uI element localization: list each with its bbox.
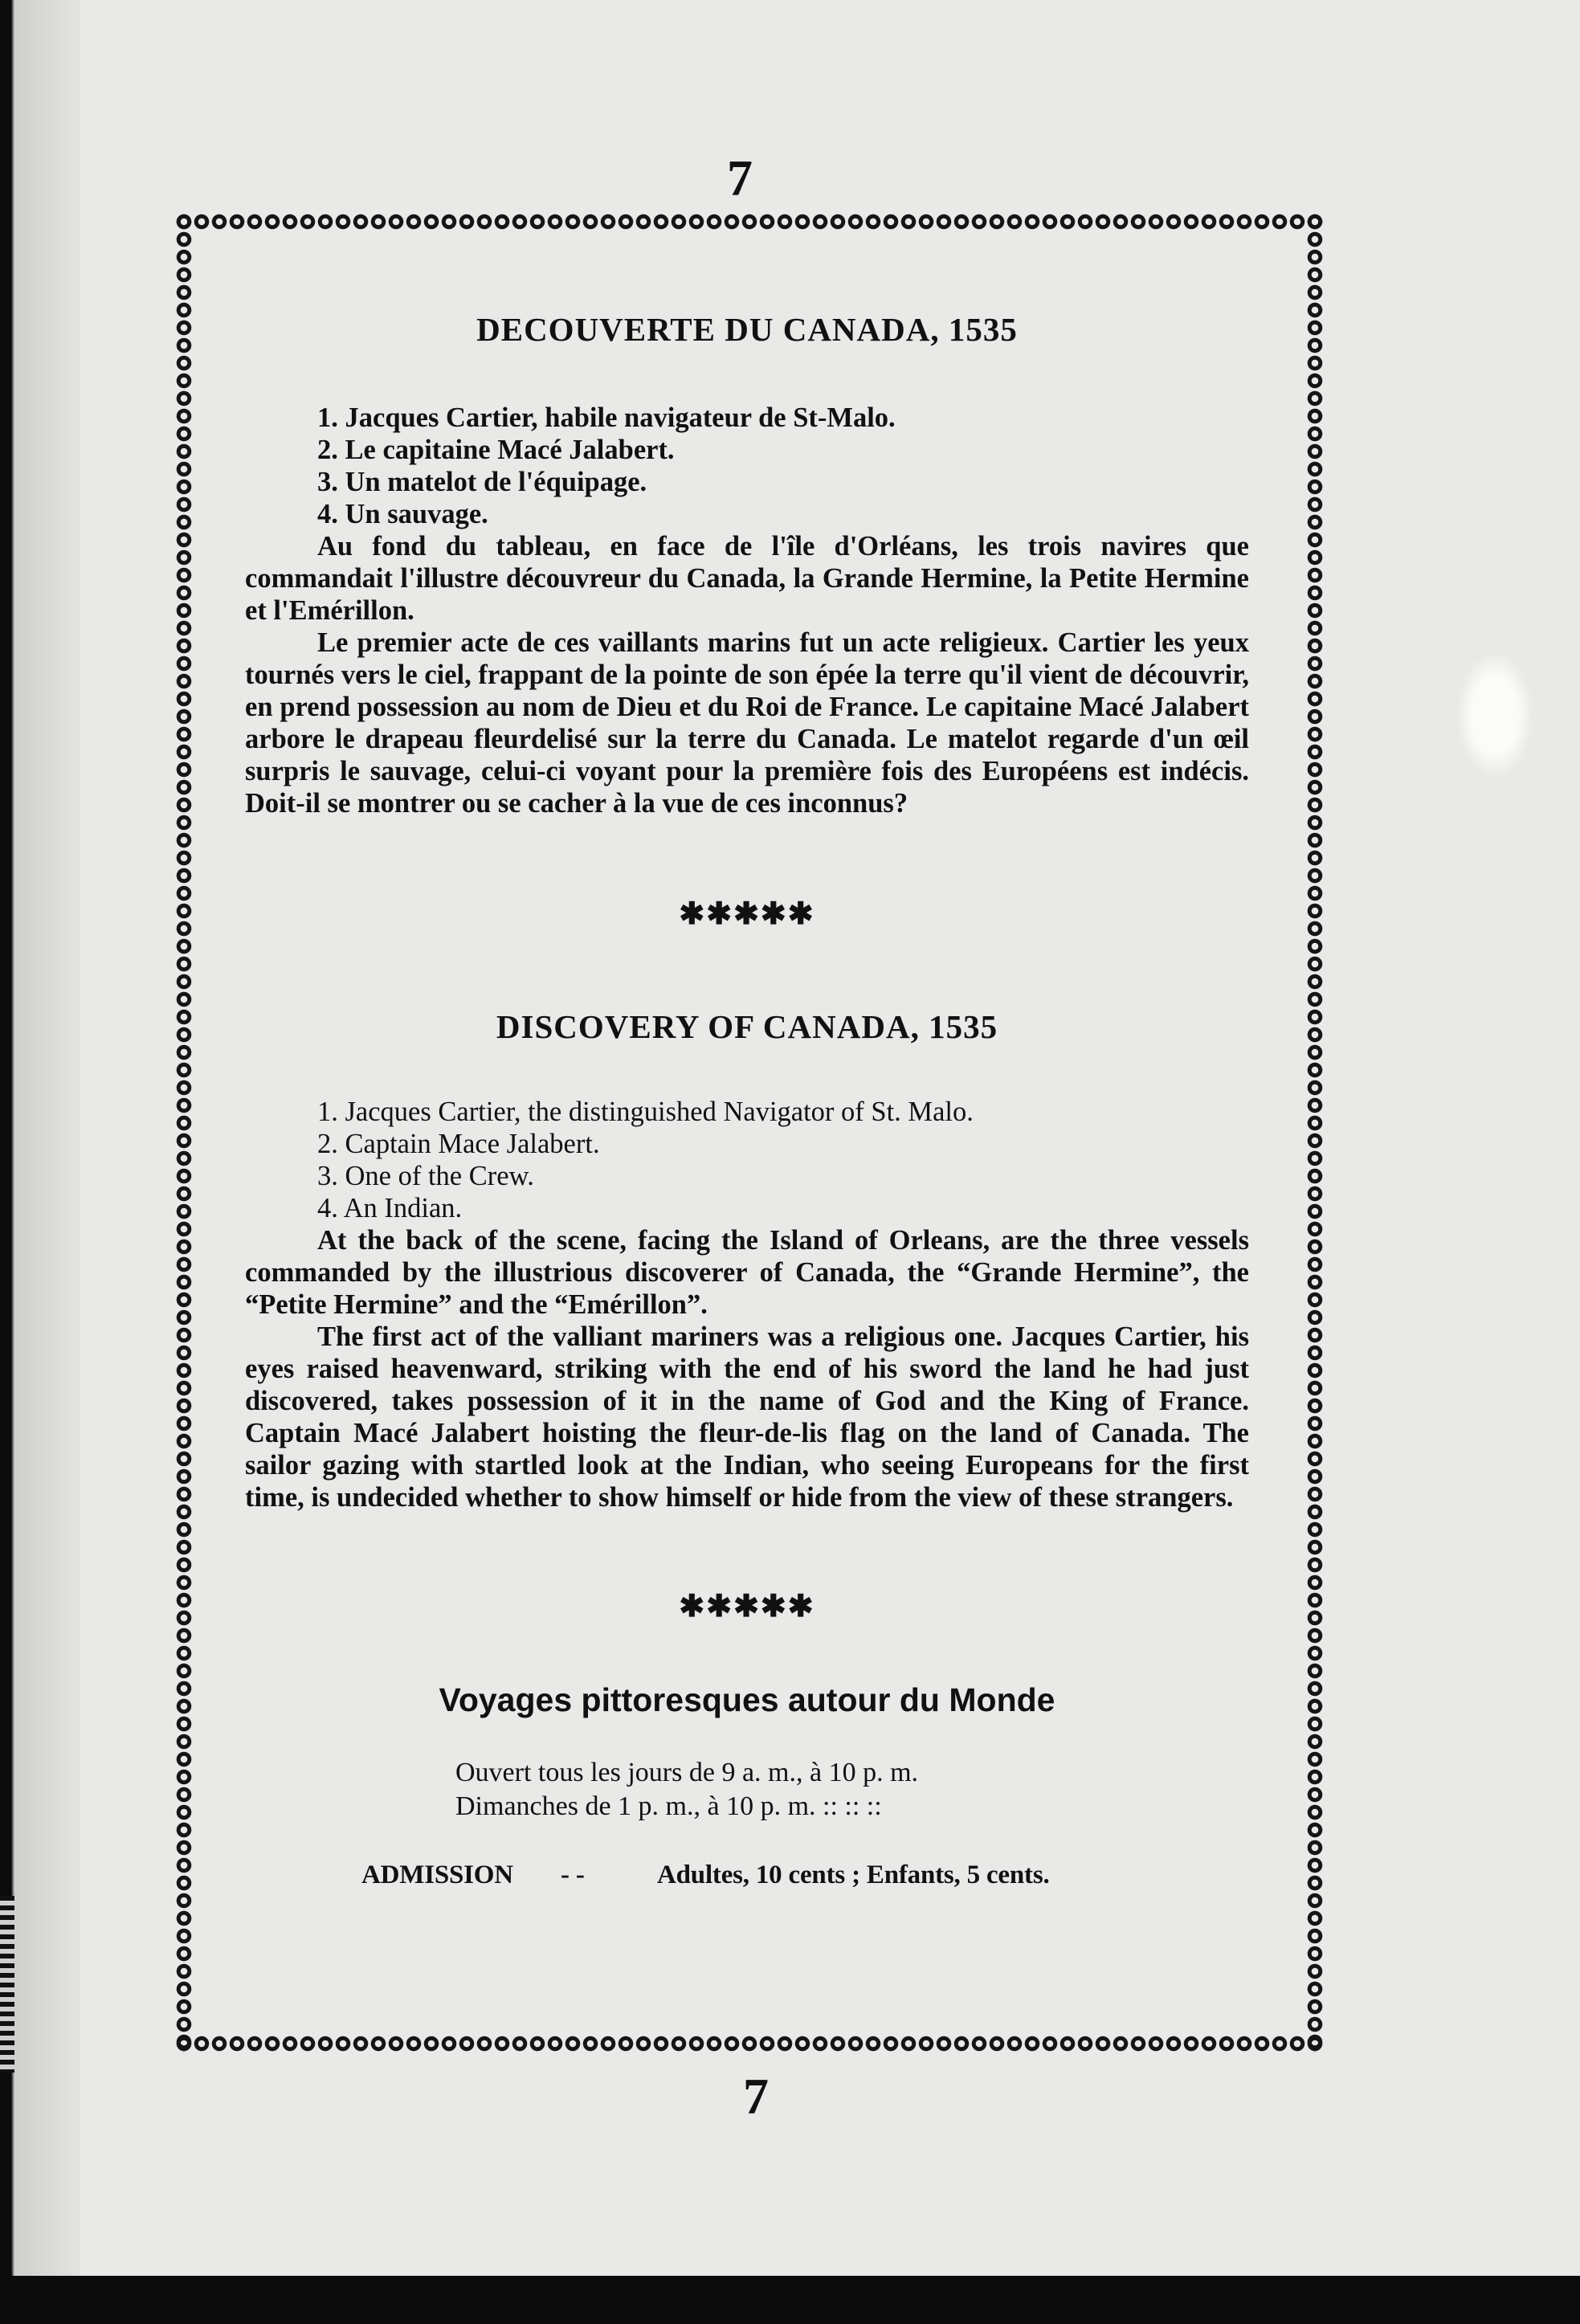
page-number-top: 7 <box>727 149 753 206</box>
admission-label: ADMISSION <box>361 1860 513 1889</box>
list-item: 2. Captain Mace Jalabert. <box>317 1129 600 1159</box>
english-paragraph-2: The first act of the valliant mariners was a religious one. Jacques Cartier, his eyes raised heavenward, striking with the end of his sword the land he had just discovered, takes possession of it in the name of God and the King of France. Captain Macé Jalabert hoisting the fleur-de-lis flag on the land of Canada. The sailor gazing with startled look at the Indian, who seeing Europeans for the first time, is undecided whether to show himself or hide from the view of these strangers. <box>245 1321 1249 1513</box>
french-heading: DECOUVERTE DU CANADA, 1535 <box>476 311 1018 348</box>
list-item: 4. An Indian. <box>317 1193 463 1223</box>
admission-line <box>245 1859 1249 1891</box>
border-right <box>1306 213 1324 2052</box>
separator-stars: ✱✱✱✱✱ <box>679 897 815 931</box>
list-item: 4. Un sauvage. <box>317 499 488 529</box>
page-number-bottom: 7 <box>743 2068 769 2125</box>
english-item-list <box>245 1096 1249 1224</box>
adjacent-page-edge <box>0 0 80 2324</box>
border-left <box>175 213 193 2052</box>
french-paragraph-2: Le premier acte de ces vaillants marins fut un acte religieux. Cartier les yeux tournés vers le ciel, frappant de la pointe de son épée la terre qu'il vient de découvrir, en prend possession au nom de Dieu et du Roi de France. Le capitaine Macé Jalabert arbore le drapeau fleurdelisé sur la terre du Canada. Le matelot regarde d'un œil surpris le sauvage, celui-ci voyant pour la première fois des Européens est indécis. Doit-il se montrer ou se cacher à la vue de ces inconnus? <box>245 627 1249 819</box>
list-item: 3. Un matelot de l'équipage. <box>317 467 647 497</box>
separator-stars: ✱✱✱✱✱ <box>679 1590 815 1624</box>
list-item: 3. One of the Crew. <box>317 1161 534 1191</box>
border-top <box>175 213 1324 231</box>
opening-hours-sunday: Dimanches de 1 p. m., à 10 p. m. :: :: :: <box>455 1791 882 1821</box>
english-heading: DISCOVERY OF CANADA, 1535 <box>496 1008 998 1045</box>
english-paragraph-1: At the back of the scene, facing the Island of Orleans, are the three vessels commanded by the illustrious discoverer of Canada, the “Grande Hermine”, the “Petite Hermine” and the “Emérillon”. <box>245 1225 1249 1320</box>
border-bottom <box>175 2035 1324 2052</box>
list-item: 1. Jacques Cartier, habile navigateur de St-Malo. <box>317 402 896 433</box>
page-content <box>245 289 1249 1891</box>
admission-prices: Adultes, 10 cents ; Enfants, 5 cents. <box>657 1860 1050 1889</box>
voyages-title: Voyages pittoresques autour du Monde <box>439 1681 1055 1718</box>
paper-damage <box>1459 655 1531 775</box>
opening-hours-weekday: Ouvert tous les jours de 9 a. m., à 10 p. m. <box>455 1758 919 1787</box>
french-paragraph-1: Au fond du tableau, en face de l'île d'Orléans, les trois navires que commandait l'illustre découvreur du Canada, la Grande Hermine, la Petite Hermine et l'Emérillon. <box>245 531 1249 626</box>
scan-border <box>0 2276 1580 2324</box>
list-item: 1. Jacques Cartier, the distinguished Navigator of St. Malo. <box>317 1097 974 1127</box>
list-item: 2. Le capitaine Macé Jalabert. <box>317 435 675 465</box>
admission-dash: - - <box>561 1860 585 1889</box>
french-item-list <box>245 402 1249 530</box>
